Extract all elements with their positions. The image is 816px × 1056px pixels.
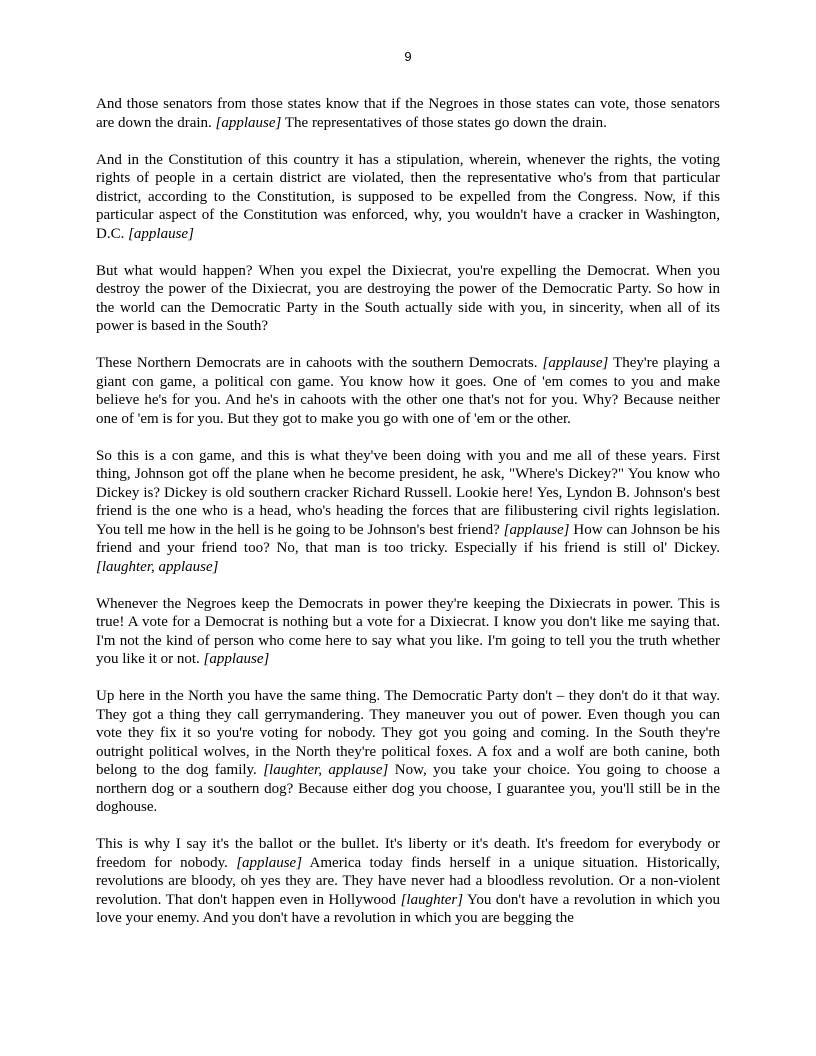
paragraph-4: [96, 354, 720, 428]
paragraph-text: You don't have a revolution in which you love your enemy. And you don't have a revolution in which you are begging the: [96, 891, 720, 926]
stage-direction: [laughter]: [400, 891, 464, 908]
paragraph-text: How can Johnson be his friend and your friend too? No, that man is too tricky. Especially if his friend is still ol' Dickey.: [96, 521, 720, 556]
paragraph-1: [96, 95, 720, 132]
document-body: [96, 95, 720, 946]
stage-direction: [laughter, applause]: [263, 762, 389, 778]
stage-direction: [applause]: [203, 651, 270, 667]
paragraph-text: America today finds herself in a unique situation. Historically, revolutions are bloody, oh yes they are. They have never had a bloodless revolution. Or a non-violent revolution. That don't happen even in Hollywood: [96, 854, 720, 908]
paragraph-text: So this is a con game, and this is what they've been doing with you and me all of these years. First thing, Johnson got off the plane when he become president, he ask, "Where's Dickey?" You know who Dickey is? Dickey is old southern cracker Richard Russell. Lookie here! Yes, Lyndon B. Johnson's best friend is the one who is a head, who's heading the forces that are filibustering civil rights legislation. You tell me how in the hell is he going to be Johnson's best friend?: [96, 447, 720, 538]
page-number: 9: [404, 49, 412, 64]
stage-direction: [applause]: [215, 114, 282, 131]
stage-direction: [applause]: [542, 355, 609, 371]
paragraph-text: But what would happen? When you expel the Dixiecrat, you're expelling the Democrat. When you destroy the power of the Dixiecrat, you are destroying the power of the Democratic Party. So how in the world can the Democratic Party in the South actually side with you, in sincerity, when all of its power is based in the South?: [96, 262, 720, 334]
paragraph-text: And those senators from those states know that if the Negroes in those states can vote, those senators are down the drain.: [96, 96, 720, 131]
stage-direction: [applause]: [503, 521, 570, 538]
paragraph-text: Whenever the Negroes keep the Democrats in power they're keeping the Dixiecrats in power. This is true! A vote for a Democrat is nothing but a vote for a Dixiecrat. I know you don't like me saying that. I'm not the kind of person who come here to say what you like. I'm going to tell you the truth whether you like it or not.: [96, 595, 720, 667]
paragraph-text: This is why I say it's the ballot or the bullet. It's liberty or it's death. It's freedom for everybody or freedom for nobody.: [96, 836, 720, 871]
paragraph-text: Now, you take your choice. You going to choose a northern dog or a southern dog? Because either dog you choose, I guarantee you, you'll still be in the doghouse.: [96, 762, 720, 815]
paragraph-text: And in the Constitution of this country it has a stipulation, wherein, whenever the rights, the voting rights of people in a certain district are violated, then the representative who's from that particular district, according to the Constitution, is supposed to be expelled from the Congress. Now, if this particular aspect of the Constitution was enforced, why, you wouldn't have a cracker in Washington, D.C.: [96, 151, 720, 242]
paragraph-text: These Northern Democrats are in cahoots with the southern Democrats.: [96, 355, 543, 371]
stage-direction: [laughter, applause]: [96, 558, 219, 575]
paragraph-8: [96, 835, 720, 928]
paragraph-6: [96, 595, 720, 669]
paragraph-5: [96, 447, 720, 577]
paragraph-text: They're playing a giant con game, a political con game. You know how it goes. One of 'em comes to you and make believe he's for you. And he's in cahoots with the other one that's not for you. Why? Because neither one of 'em is for you. But they got to make you go with one of 'em or the other.: [96, 355, 720, 427]
stage-direction: [applause]: [236, 854, 303, 871]
paragraph-3: [96, 262, 720, 336]
paragraph-text: Up here in the North you have the same thing. The Democratic Party don't – they don't do it that way. They got a thing they call gerrymandering. They maneuver you out of power. Even though you can vote they fix it so you're voting for nobody. They got you going and coming. In the South they're outright political wolves, in the North they're political foxes. A fox and a wolf are both canine, both belong to the dog family.: [96, 688, 720, 778]
paragraph-2: [96, 151, 720, 244]
paragraph-7: [96, 687, 720, 817]
paragraph-text: The representatives of those states go down the drain.: [281, 114, 607, 131]
stage-direction: [applause]: [128, 225, 194, 242]
